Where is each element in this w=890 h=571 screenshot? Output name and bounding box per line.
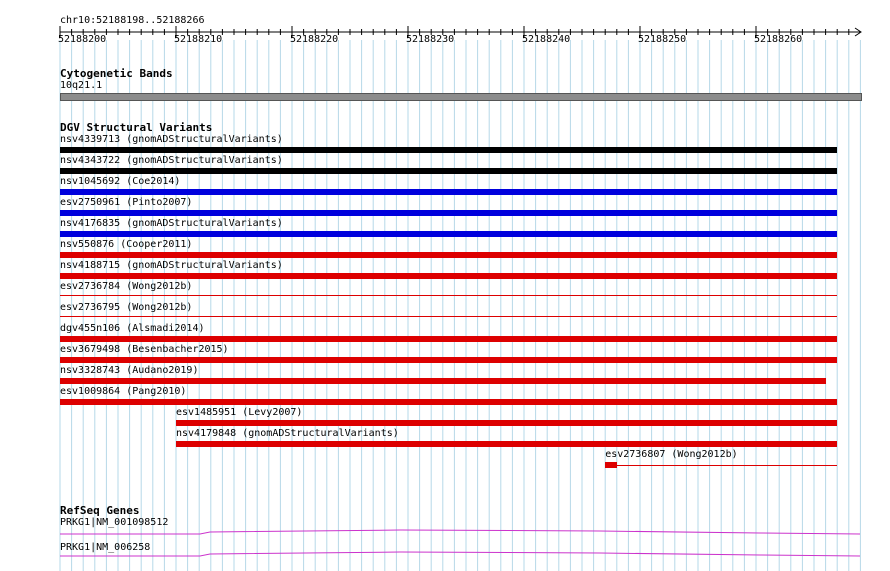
dgv-feature-label: nsv4188715 (gnomADStructuralVariants)	[60, 260, 283, 271]
refseq-gene-line	[60, 552, 860, 556]
dgv-feature-bar[interactable]	[60, 399, 837, 405]
dgv-feature-label: esv2736807 (Wong2012b)	[605, 449, 738, 460]
dgv-feature-bar[interactable]	[605, 462, 617, 468]
ruler-tick-label: 52188250	[638, 34, 687, 45]
dgv-track-title: DGV Structural Variants	[60, 121, 213, 134]
dgv-feature-bar[interactable]	[176, 420, 837, 426]
location-label: chr10:52188198..52188266	[60, 15, 205, 26]
cytoband-bar[interactable]	[60, 93, 862, 101]
dgv-feature-bar[interactable]	[60, 210, 837, 216]
dgv-feature-label: esv2750961 (Pinto2007)	[60, 197, 193, 208]
dgv-feature-label: esv3679498 (Besenbacher2015)	[60, 344, 229, 355]
dgv-feature-label: nsv1045692 (Coe2014)	[60, 176, 181, 187]
dgv-feature-label: nsv4179848 (gnomADStructuralVariants)	[176, 428, 399, 439]
dgv-feature-bar[interactable]	[60, 252, 837, 258]
refseq-gene-models[interactable]	[0, 520, 890, 570]
dgv-feature-label: nsv4343722 (gnomADStructuralVariants)	[60, 155, 283, 166]
dgv-feature-label: esv2736784 (Wong2012b)	[60, 281, 193, 292]
dgv-feature-label: esv1485951 (Levy2007)	[176, 407, 303, 418]
dgv-feature-bar[interactable]	[60, 189, 837, 195]
dgv-feature-line[interactable]	[605, 465, 837, 466]
dgv-feature-bar[interactable]	[60, 273, 837, 279]
refseq-track-title: RefSeq Genes	[60, 504, 140, 517]
dgv-feature-label: nsv4339713 (gnomADStructuralVariants)	[60, 134, 283, 145]
dgv-feature-bar[interactable]	[176, 441, 837, 447]
ruler-tick-label: 52188240	[522, 34, 571, 45]
ruler-tick-label: 52188260	[754, 34, 803, 45]
cytoband-label: 10q21.1	[60, 80, 103, 91]
dgv-feature-bar[interactable]	[60, 147, 837, 153]
dgv-feature-bar[interactable]	[60, 357, 837, 363]
dgv-feature-line[interactable]	[60, 316, 837, 317]
dgv-feature-bar[interactable]	[60, 231, 837, 237]
ruler-tick-label: 52188210	[174, 34, 223, 45]
ruler-tick-label: 52188220	[290, 34, 339, 45]
refseq-gene-label: PRKG1|NM_006258	[60, 542, 151, 553]
dgv-feature-bar[interactable]	[60, 378, 826, 384]
refseq-gene-line	[60, 530, 860, 534]
dgv-feature-line[interactable]	[60, 295, 837, 296]
dgv-feature-bar[interactable]	[60, 336, 837, 342]
dgv-feature-bar[interactable]	[60, 168, 837, 174]
cytoband-track-title: Cytogenetic Bands	[60, 67, 173, 80]
dgv-feature-label: nsv3328743 (Audano2019)	[60, 365, 199, 376]
ruler-tick-label: 52188200	[58, 34, 107, 45]
dgv-feature-label: dgv455n106 (Alsmadi2014)	[60, 323, 205, 334]
ruler-tick-label: 52188230	[406, 34, 455, 45]
dgv-feature-label: nsv550876 (Cooper2011)	[60, 239, 193, 250]
dgv-feature-label: nsv4176835 (gnomADStructuralVariants)	[60, 218, 283, 229]
dgv-feature-label: esv1009864 (Pang2010)	[60, 386, 187, 397]
refseq-gene-label: PRKG1|NM_001098512	[60, 517, 169, 528]
dgv-feature-label: esv2736795 (Wong2012b)	[60, 302, 193, 313]
